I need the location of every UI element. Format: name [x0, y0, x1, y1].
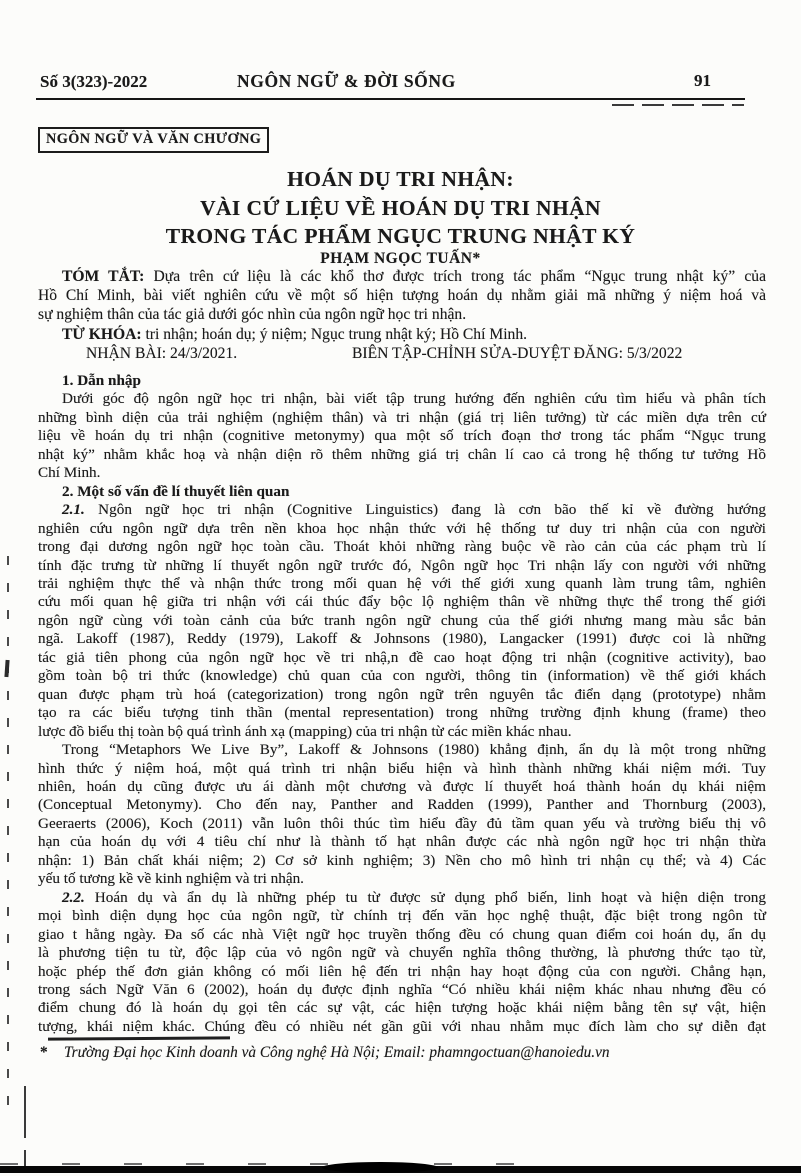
body-line: những bình diện của trải nghiệm (nghiệm thân) và tri nhận (giá trị liên tưởng) từ các miền dựa trên cứ — [38, 408, 766, 426]
body-line: nhiên, hoán dụ cũng được ưu ái dành một chương và được lí thuyết hoá thành hoán dụ khái niệm — [38, 777, 766, 795]
body-line: hoặc phép thế đơn giản không có mối liên hệ đến tri nhận hay hoạt động của con người. Chẳng hạn, — [38, 962, 766, 980]
body-line: 2.2. Hoán dụ và ẩn dụ là những phép tu từ được sử dụng phổ biến, linh hoạt và hiện diện trong — [62, 888, 766, 906]
edited-date: BIÊN TẬP-CHỈNH SỬA-DUYỆT ĐĂNG: 5/3/2022 — [352, 344, 683, 362]
body-line: ngôn ngữ cùng với toàn cảnh của bức tranh ngôn ngữ chung của thế giới nhưng mang màu sắc bản — [38, 611, 766, 629]
footnote — [40, 1044, 760, 1062]
author-name: PHẠM NGỌC TUẤN* — [320, 250, 481, 267]
body-line: điểm chung đó là hoán dụ gọi tên các sự vật, các hiện tượng hoặc khái niệm bằng tên sự vật, hiện — [38, 999, 766, 1017]
body-line: Chí Minh. — [38, 464, 101, 482]
body-line: mọi bình diện dụng học của ngôn ngữ, từ chính trị đến văn học nghệ thuật, đặc biệt trong ngôn từ — [38, 907, 766, 925]
body-line: Geeraerts (2006), Koch (2011) vẫn luôn thôi thúc tìm hiểu đầy đủ tầm quan yếu và trường biểu thị vô — [38, 814, 766, 832]
body-line: tạo ra các biểu tượng tinh thần (mental representation) trong những trường định khung (frame) theo — [38, 704, 766, 722]
body-line: nhận: 1) Bản chất khái niệm; 2) Cơ sở kinh nghiệm; 3) Nền cho mô hình tri nhận cụ thể; và 4) Các — [38, 851, 766, 869]
header-rule-smudge — [612, 104, 744, 106]
abstract-line: TÓM TẮT: Dựa trên cứ liệu là các khổ thơ được trích trong tác phẩm “Ngục trung nhật ký” của — [62, 268, 766, 285]
body-line: quan được phạm trù hoá (categorization) trong ngôn ngữ trên nguyên tắc điển dạng (prototype) nhằm — [38, 685, 766, 703]
body-line: giao t hằng ngày. Đa số các nhà Việt ngữ học truyền thống đều có chung quan điểm coi hoán dụ, ẩn dụ — [38, 925, 766, 943]
received-line — [38, 344, 766, 363]
body-line: (Conceptual Metonymy). Cho đến nay, Panther and Radden (1999), Panther and Thornburg (2003), — [38, 796, 766, 814]
title-line-3: TRONG TÁC PHẨM NGỤC TRUNG NHẬT KÝ — [165, 224, 636, 248]
footnote-rule — [48, 1036, 230, 1040]
title-line-2: VÀI CỨ LIỆU VỀ HOÁN DỤ TRI NHẬN — [200, 195, 601, 220]
keywords-line: TỪ KHÓA: tri nhận; hoán dụ; ý niệm; Ngục trung nhật ký; Hồ Chí Minh. — [62, 325, 528, 343]
footnote-marker: * — [40, 1044, 48, 1061]
body-line: cứu mối quan hệ giữa tri nhận với cái thúc đẩy bộc lộ nghiệm thân về những thực thể trong thế giới — [38, 593, 766, 611]
rubric-box: NGÔN NGỮ VÀ VĂN CHƯƠNG — [38, 127, 269, 153]
body-line: trải nghiệm thực thể và nhận thức trong mối quan hệ với thế giới xung quanh làm trung tâm, nghiên — [38, 574, 766, 592]
body-line: ngã. Lakoff (1987), Reddy (1979), Lakoff & Johnsons (1980), Langacker (1991) được coi là những — [38, 630, 766, 648]
paragraph-lead: TỪ KHÓA: — [62, 325, 146, 343]
section-heading: 2. Một số vấn đề lí thuyết liên quan — [62, 482, 290, 500]
scan-artifact-bottom-specks — [0, 1163, 540, 1165]
abstract-line: sự nghiệm thân của tác giả dưới góc nhìn của ngôn ngữ học tri nhận. — [38, 306, 467, 324]
body-line: tác giả tiên phong của ngôn ngữ học về tri nhậ,n đề cao hoạt động tri nhận (cognitive activity), bao — [38, 648, 766, 666]
body-line: 2.1. Ngôn ngữ học tri nhận (Cognitive Linguistics) đang là cơn bão thế kỉ về đường hướng — [62, 501, 767, 519]
paragraph-lead: 2.2. — [62, 888, 95, 906]
body-line: là phương tiện tu từ, độc lập của vỏ ngôn ngữ và chuyển nghĩa thông thường, là phương thức tạo từ, — [38, 944, 766, 962]
body-line: hình thức ý niệm hoá, một quá trình tri nhận biểu hiện và hình thành những khái niệm mới. Tuy — [38, 759, 766, 777]
title-line-1: HOÁN DỤ TRI NHẬN: — [287, 167, 514, 191]
journal-issue: Số 3(323)-2022 — [40, 72, 148, 91]
body-line: lược đồ biểu thị toàn bộ quá trình ánh xạ (mapping) của tri nhận từ các miền khác nhau. — [38, 722, 572, 740]
scan-artifact-dash-a — [24, 1086, 26, 1138]
article-title — [36, 165, 765, 251]
article-meta — [38, 267, 766, 363]
body-line: nghiên cứu ngôn ngữ dựa trên nền khoa học nhận thức với hệ thống tư duy tri nhận của con người — [38, 519, 766, 537]
header-rule — [36, 98, 745, 100]
paragraph-lead: TÓM TẮT: — [62, 268, 154, 285]
body-line: liệu về hoán dụ tri nhận (cognitive metonymy) qua một số trích đoạn thơ trong tác phẩm “Ngục trung — [38, 427, 766, 445]
scan-artifact-left-dashes — [7, 556, 9, 1108]
abstract-line: Hồ Chí Minh, bài viết nghiên cứu về một số hiện tượng hoán dụ nhằm giải mã những ý niệm hoá và — [38, 287, 766, 305]
body-line: Dưới góc độ ngôn ngữ học tri nhận, bài viết tập trung hướng đến nghiên cứu tìm hiểu và phân tích — [62, 390, 766, 408]
body-line: Trong “Metaphors We Live By”, Lakoff & Johnsons (1980) khẳng định, ẩn dụ là một trong những — [62, 741, 766, 759]
journal-name: NGÔN NGỮ & ĐỜI SỐNG — [237, 71, 456, 91]
body-line: tượng, khái niệm khác. Chúng đều có nhiều nét gần gũi với nhau nhằm mục đích làm cho sự diễn đạt — [38, 1017, 766, 1035]
body-line: gồm toàn bộ tri thức (knowledge) chủ quan của con người, thông tin (information) về thế giới khách — [38, 667, 766, 685]
body-line: hạn của hoán dụ với 4 tiêu chí như là thành tố hạt nhân được các nhà ngôn ngữ học tri nhận thừa — [38, 833, 766, 851]
body-line: trong sách Ngữ Văn 6 (2002), hoán dụ được định nghĩa “Có nhiều khái niệm khác nhau nhưng đều có — [38, 980, 766, 998]
page-number: 91 — [694, 71, 711, 90]
section-heading: 1. Dẫn nhập — [62, 372, 141, 389]
body-line: trong đại dương ngôn ngữ học toàn cầu. Thoát khỏi những ràng buộc về rào cản của các phạm trù lí — [38, 538, 766, 556]
body-line: tính đặc trưng từ những lí thuyết ngôn ngữ trước đó, Ngôn ngữ học Tri nhận lấy con người với những — [38, 556, 766, 574]
body-line: yếu tố tương kề về kinh nghiệm và tri nhận. — [38, 870, 304, 888]
footnote-text: Trường Đại học Kinh doanh và Công nghệ Hà Nội; Email: phamngoctuan@hanoiedu.vn — [64, 1044, 610, 1061]
received-date: NHẬN BÀI: 24/3/2021. — [86, 344, 238, 362]
article-body — [38, 372, 766, 1036]
body-line: nhật ký” nhằm khắc hoạ và nhận diện rõ thêm những giá trị chân lí cao cả trong hệ thống tư tưởng Hồ — [38, 445, 766, 463]
scan-artifact-bottom-blob — [322, 1162, 438, 1173]
paragraph-lead: 2.1. — [62, 501, 99, 519]
